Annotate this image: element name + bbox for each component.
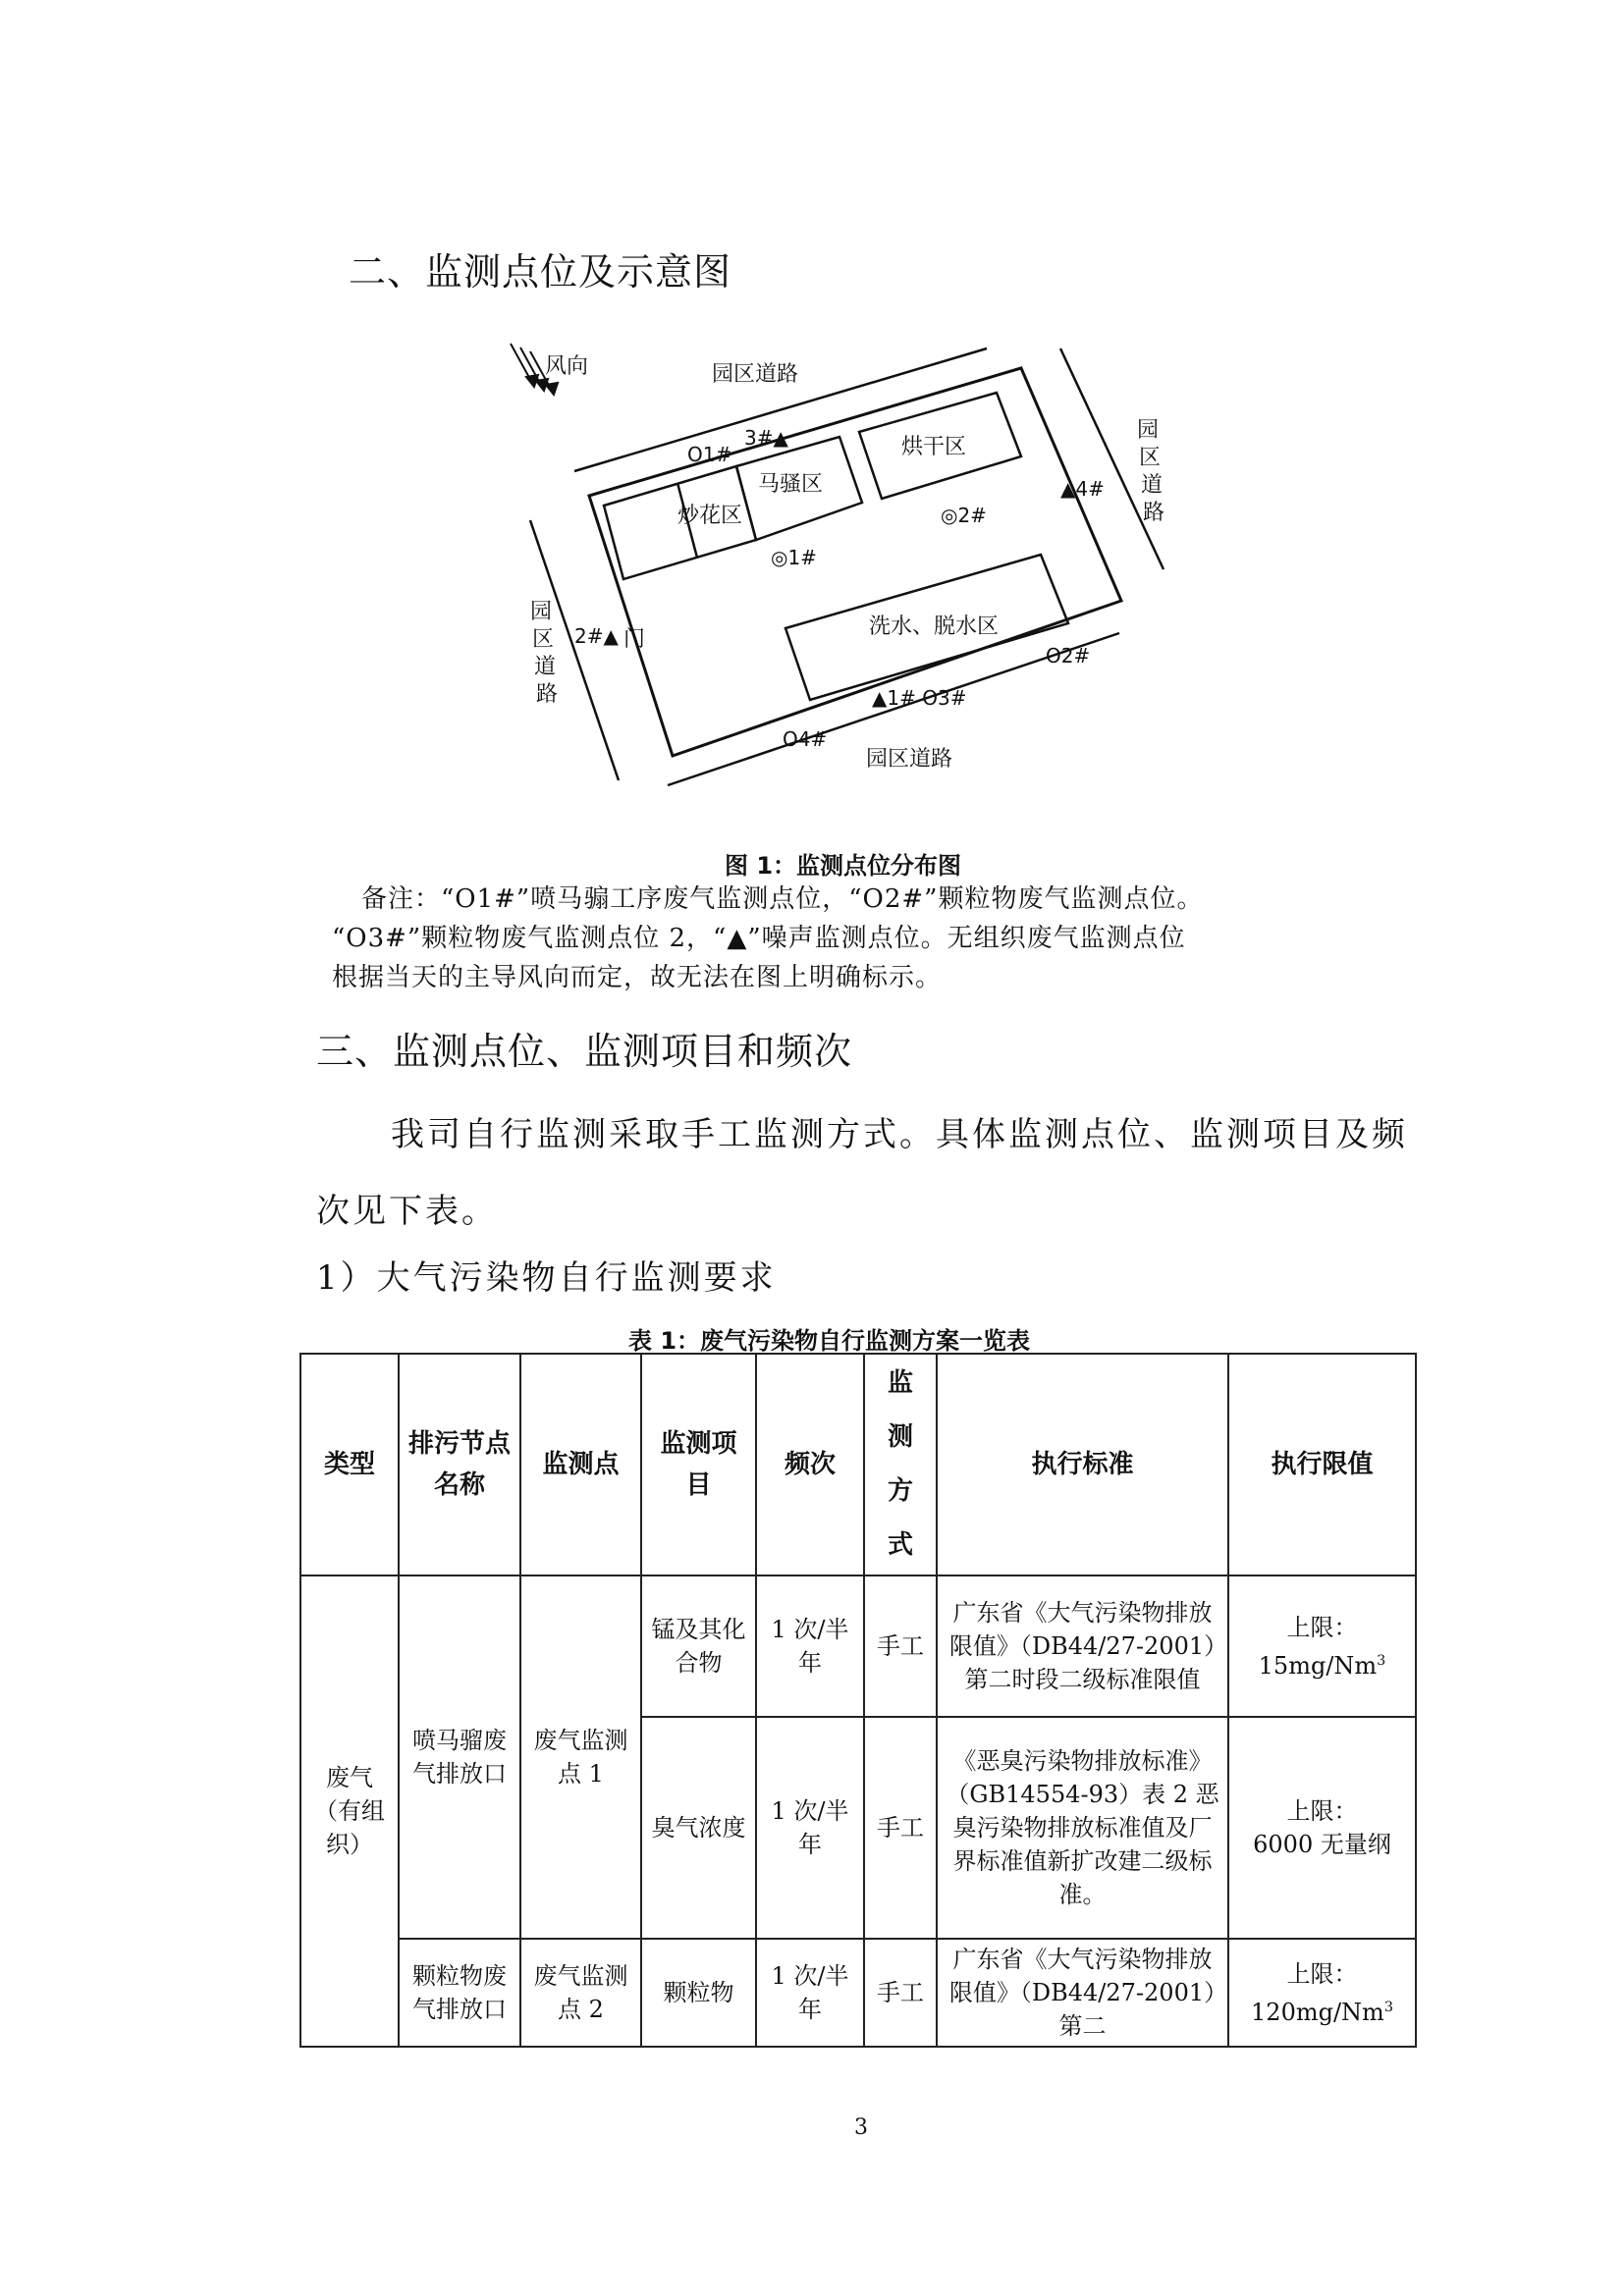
- cell-type: 废气（有组织）: [300, 1575, 399, 2047]
- monitoring-site-map: [491, 334, 1178, 825]
- table-header-row: [300, 1354, 1416, 1575]
- cell-freq: 1 次/半年: [756, 1717, 864, 1939]
- svg-text:园: 园: [1137, 418, 1160, 443]
- header-method: 监 测 方 式: [864, 1354, 937, 1575]
- header-type: 类型: [300, 1354, 399, 1575]
- figure-caption: 图 1：监测点位分布图: [725, 852, 962, 880]
- intro-line-1: 我司自行监测采取手工监测方式。具体监测点位、监测项目及频: [391, 1115, 1408, 1154]
- point-n2: 2#▲: [574, 624, 619, 648]
- svg-text:道: 道: [1141, 473, 1164, 498]
- area-label-honggan: 烘干区: [901, 435, 967, 459]
- section-heading-2: 二、监测点位及示意图: [349, 250, 732, 294]
- cell-freq: 1 次/半年: [756, 1575, 864, 1717]
- cell-node: 颗粒物废气排放口: [399, 1939, 520, 2047]
- subsection-heading: 1）大气污染物自行监测要求: [316, 1258, 777, 1298]
- note-line-3: 根据当天的主导风向而定，故无法在图上明确标示。: [332, 963, 943, 992]
- cell-standard: 《恶臭污染物排放标准》（GB14554-93）表 2 恶臭污染物排放标准值及厂界标准值新扩改建二级标准。: [937, 1717, 1228, 1939]
- table-caption: 表 1：废气污染物自行监测方案一览表: [628, 1327, 1031, 1355]
- point-o1-top: O1#: [687, 443, 732, 466]
- cell-standard: 广东省《大气污染物排放限值》（DB44/27-2001）第二: [937, 1939, 1228, 2047]
- header-standard: 执行标准: [937, 1354, 1228, 1575]
- header-limit: 执行限值: [1228, 1354, 1416, 1575]
- point-n3: 3#▲: [744, 426, 788, 450]
- svg-text:路: 路: [536, 682, 559, 707]
- road-label-top: 园区道路: [712, 362, 799, 387]
- point-n4: ▲4#: [1060, 477, 1105, 501]
- point-n1-o3: ▲1# O3#: [872, 686, 967, 710]
- cell-limit: 上限： 6000 无量纲: [1228, 1717, 1416, 1939]
- svg-text:路: 路: [1143, 501, 1165, 525]
- point-o4: O4#: [783, 727, 828, 751]
- gate-label: 门: [623, 627, 646, 652]
- section-heading-3: 三、监测点位、监测项目和频次: [316, 1030, 853, 1073]
- area-label-xishui: 洗水、脱水区: [869, 614, 1000, 639]
- cell-item: 颗粒物: [641, 1939, 756, 2047]
- point-o2-mid: ◎2#: [941, 504, 987, 527]
- svg-text:区: 区: [532, 627, 555, 652]
- page-number: 3: [854, 2115, 868, 2140]
- table-row: [300, 1939, 1416, 2047]
- road-label-right: [1137, 418, 1164, 525]
- cell-method: 手工: [864, 1939, 937, 2047]
- point-o1-mid: ◎1#: [771, 546, 817, 569]
- cell-method: 手工: [864, 1575, 937, 1717]
- area-label-chaohua: 炒花区: [677, 504, 743, 528]
- header-item: 监测项目: [641, 1354, 756, 1575]
- site-boundary: [589, 368, 1121, 756]
- cell-limit: 上限： 15mg/Nm$^3$: [1228, 1575, 1416, 1717]
- cell-standard: 广东省《大气污染物排放限值》（DB44/27-2001）第二时段二级标准限值: [937, 1575, 1228, 1717]
- wind-label: 风向: [545, 354, 589, 379]
- area-label-masao: 马骚区: [758, 472, 824, 497]
- table-row: [300, 1575, 1416, 1717]
- road-lines: [530, 348, 1164, 785]
- svg-text:区: 区: [1139, 446, 1162, 470]
- svg-text:园: 园: [530, 600, 553, 624]
- monitoring-plan-table: [299, 1353, 1417, 2048]
- cell-limit: 上限： 120mg/Nm$^3$: [1228, 1939, 1416, 2047]
- cell-item: 锰及其化合物: [641, 1575, 756, 1717]
- cell-freq: 1 次/半年: [756, 1939, 864, 2047]
- note-line-2: “O3#”颗粒物废气监测点位 2，“▲”噪声监测点位。无组织废气监测点位: [332, 924, 1186, 953]
- road-label-left: [530, 600, 558, 707]
- intro-line-2: 次见下表。: [316, 1192, 498, 1231]
- road-label-bottom: 园区道路: [866, 747, 953, 772]
- cell-method: 手工: [864, 1717, 937, 1939]
- header-node: 排污节点名称: [399, 1354, 520, 1575]
- cell-point: 废气监测点 2: [520, 1939, 641, 2047]
- cell-node: 喷马骝废气排放口: [399, 1575, 520, 1939]
- header-freq: 频次: [756, 1354, 864, 1575]
- cell-item: 臭气浓度: [641, 1717, 756, 1939]
- cell-point: 废气监测点 1: [520, 1575, 641, 1939]
- header-point: 监测点: [520, 1354, 641, 1575]
- svg-text:道: 道: [534, 655, 557, 679]
- point-o2-right: O2#: [1046, 644, 1091, 667]
- note-line-1: 备注：“O1#”喷马骟工序废气监测点位，“O2#”颗粒物废气监测点位。: [361, 884, 1204, 914]
